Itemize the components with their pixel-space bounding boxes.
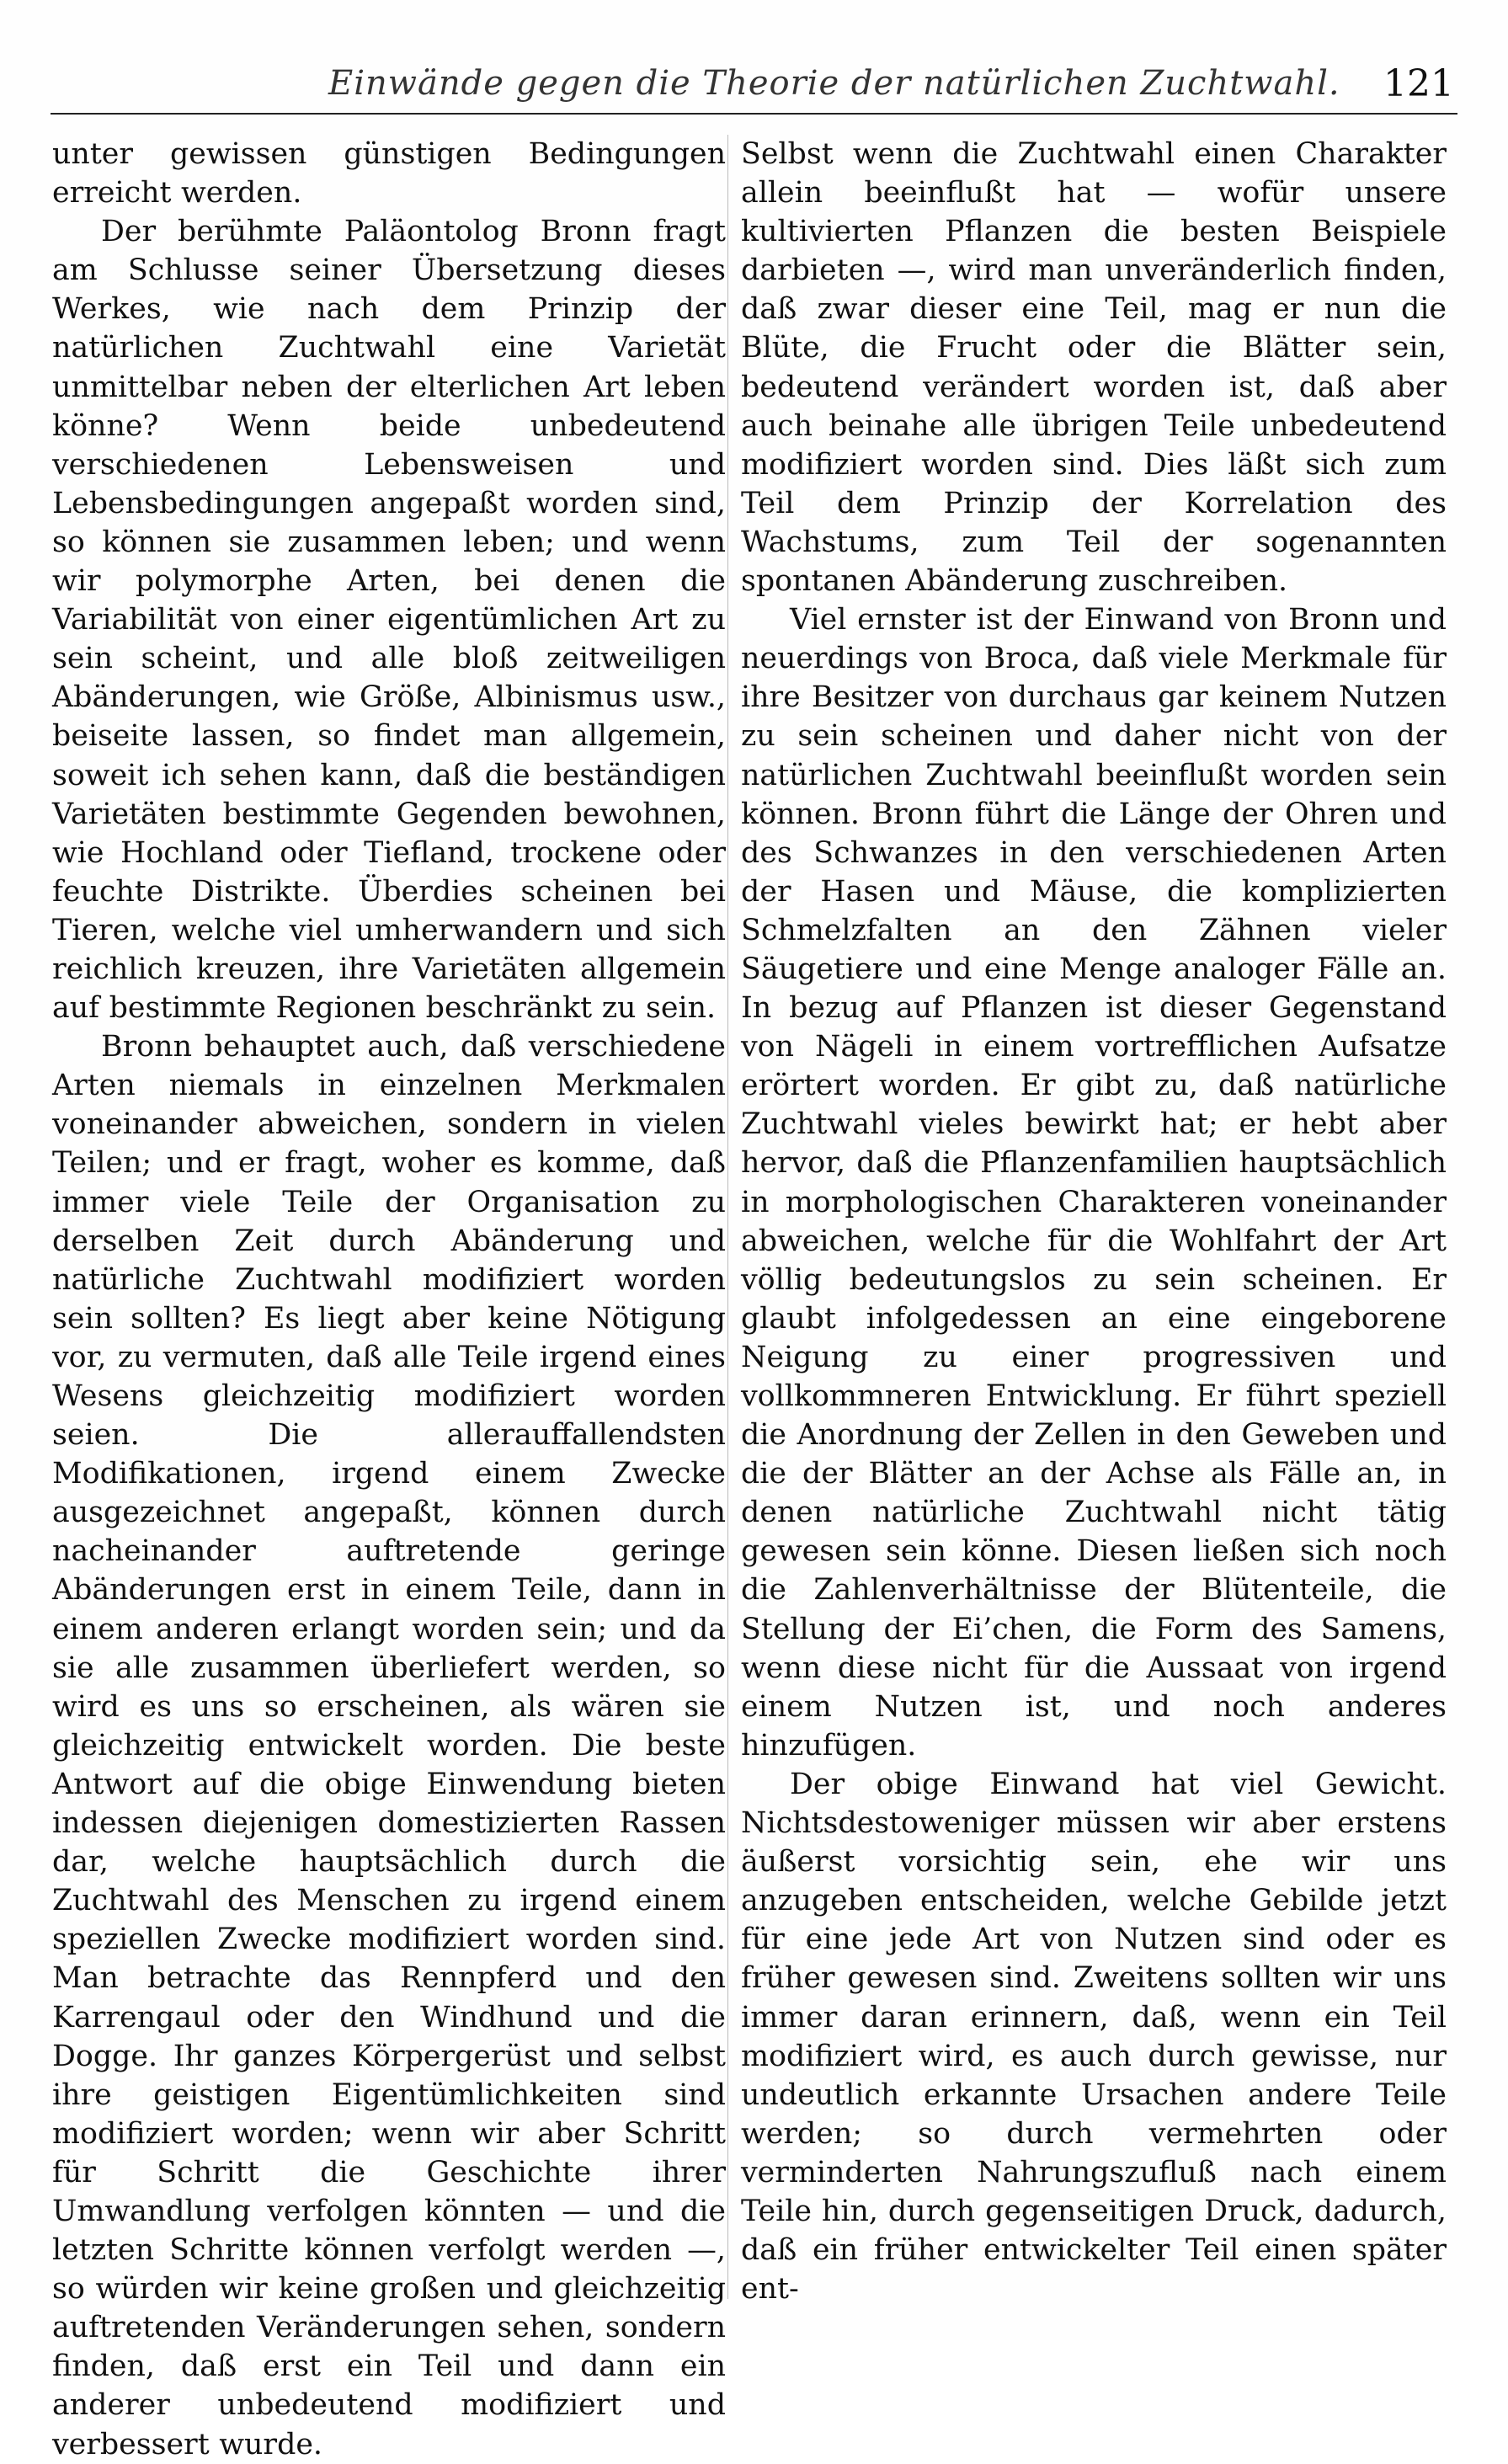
paragraph: Viel ernster ist der Einwand von Bronn und neuerdings von Broca, daß viele Merkmale für ihre Besitzer von durchaus gar keinem Nutzen zu sein scheinen und daher nicht von der natürlichen Zuchtwahl beeinflußt worden sein können. Bronn führt die Länge der Ohren und des Schwanzes in den verschiedenen Arten der Hasen und Mäuse, die komplizierten Schmelzfalten an den Zähnen vieler Säugetiere und eine Menge analoger Fälle an. In bezug auf Pflanzen ist dieser Gegenstand von Nägeli in einem vortrefflichen Aufsatze erörtert worden. Er gibt zu, daß natürliche Zuchtwahl vieles bewirkt hat; er hebt aber hervor, daß die Pflanzenfamilien hauptsächlich in morphologischen Charakteren voneinander abweichen, welche für die Wohlfahrt der Art völlig bedeutungslos zu sein scheinen. Er glaubt infolgedessen an eine eingeborene Neigung zu einer progressiven und vollkommneren Entwicklung. Er führt speziell die Anordnung der Zellen in den Geweben und die der Blätter an der Achse als Fälle an, in denen natürliche Zuchtwahl nicht tätig gewesen sein könne. Diesen ließen sich noch die Zahlenverhältnisse der Blütenteile, die Stellung der Ei’chen, die Form des Samens, wenn diese nicht für die Aussaat von irgend einem Nutzen ist, und noch anderes hinzufügen. xyxy=(741,603,1447,1763)
paragraph: unter gewissen günstigen Bedingungen erreicht werden. xyxy=(52,137,726,211)
paragraph: Selbst wenn die Zuchtwahl einen Charakter allein beeinflußt hat — wofür unsere kultivierten Pflanzen die besten Beispiele darbieten —, wird man unveränderlich finden, daß zwar dieser eine Teil, mag er nun die Blüte, die Frucht oder die Blätter sein, bedeutend verändert worden ist, daß aber auch beinahe alle übrigen Teile unbedeutend modifiziert worden sind. Dies läßt sich zum Teil dem Prinzip der Korrelation des Wachstums, zum Teil der sogenannten spontanen Abänderung zuschreiben. xyxy=(741,137,1447,599)
paragraph: Bronn behauptet auch, daß verschiedene Arten niemals in einzelnen Merkmalen voneinander abweichen, sondern in vielen Teilen; und er fragt, woher es komme, daß immer viele Teile der Organisation zu derselben Zeit durch Abänderung und natürliche Zuchtwahl modifiziert worden sein sollten? Es liegt aber keine Nötigung vor, zu vermuten, daß alle Teile irgend eines Wesens gleichzeitig modifiziert worden seien. Die allerauffallendsten Modifikationen, irgend einem Zwecke ausgezeichnet angepaßt, können durch nacheinander auftretende geringe Abänderungen erst in einem Teile, dann in einem anderen erlangt worden sein; und da sie alle zusammen überliefert werden, so wird es uns so erscheinen, als wären sie gleichzeitig entwickelt worden. Die beste Antwort auf die obige Einwendung bieten indessen diejenigen domestizierten Rassen dar, welche hauptsächlich durch die Zuchtwahl des Menschen zu irgend einem speziellen Zwecke modifiziert worden sind. Man betrachte das Rennpferd und den Karrengaul oder den Windhund und die Dogge. Ihr ganzes Körpergerüst und selbst ihre geistigen Eigentümlichkeiten sind modifiziert worden; wenn wir aber Schritt für Schritt die Geschichte ihrer Umwandlung verfolgen könnten — und die letzten Schritte können verfolgt werden —, so würden wir keine großen und gleichzeitig auftretenden Veränderungen sehen, sondern finden, daß erst ein Teil und dann ein anderer unbedeutend modifiziert und verbessert wurde. xyxy=(52,1030,726,2461)
running-title: Einwände gegen die Theorie der natürlichen Zuchtwahl. xyxy=(328,64,1340,103)
paragraph: Der obige Einwand hat viel Gewicht. Nichtsdestoweniger müssen wir aber erstens äußerst vorsichtig sein, ehe wir uns anzugeben entscheiden, welche Gebilde jetzt für eine jede Art von Nutzen sind oder es früher gewesen sind. Zweitens sollten wir uns immer daran erinnern, daß, wenn ein Teil modifiziert wird, es auch durch gewisse, nur undeutlich erkannte Ursachen andere Teile werden; so durch vermehrten oder verminderten Nahrungszufluß nach einem Teile hin, durch gegenseitigen Druck, dadurch, daß ein früher entwickelter Teil einen später ent- xyxy=(741,1767,1447,2307)
left-column xyxy=(52,135,726,2461)
running-header xyxy=(51,59,1457,115)
page-number: 121 xyxy=(1383,62,1454,105)
paragraph: Der berühmte Paläontolog Bronn fragt am Schlusse seiner Übersetzung dieses Werkes, wie nach dem Prinzip der natürlichen Zuchtwahl eine Varietät unmittelbar neben der elterlichen Art leben könne? Wenn beide unbedeutend verschiedenen Lebensweisen und Lebensbedingungen angepaßt worden sind, so können sie zusammen leben; und wenn wir polymorphe Arten, bei denen die Variabilität von einer eigentümlichen Art zu sein scheint, und alle bloß zeitweiligen Abänderungen, wie Größe, Albinismus usw., beiseite lassen, so findet man allgemein, soweit ich sehen kann, daß die beständigen Varietäten bestimmte Gegenden bewohnen, wie Hochland oder Tiefland, trockene oder feuchte Distrikte. Überdies scheinen bei Tieren, welche viel umherwandern und sich reichlich kreuzen, ihre Varietäten allgemein auf bestimmte Regionen beschränkt zu sein. xyxy=(52,215,726,1026)
column-divider xyxy=(727,135,728,2299)
right-column xyxy=(741,135,1447,2307)
